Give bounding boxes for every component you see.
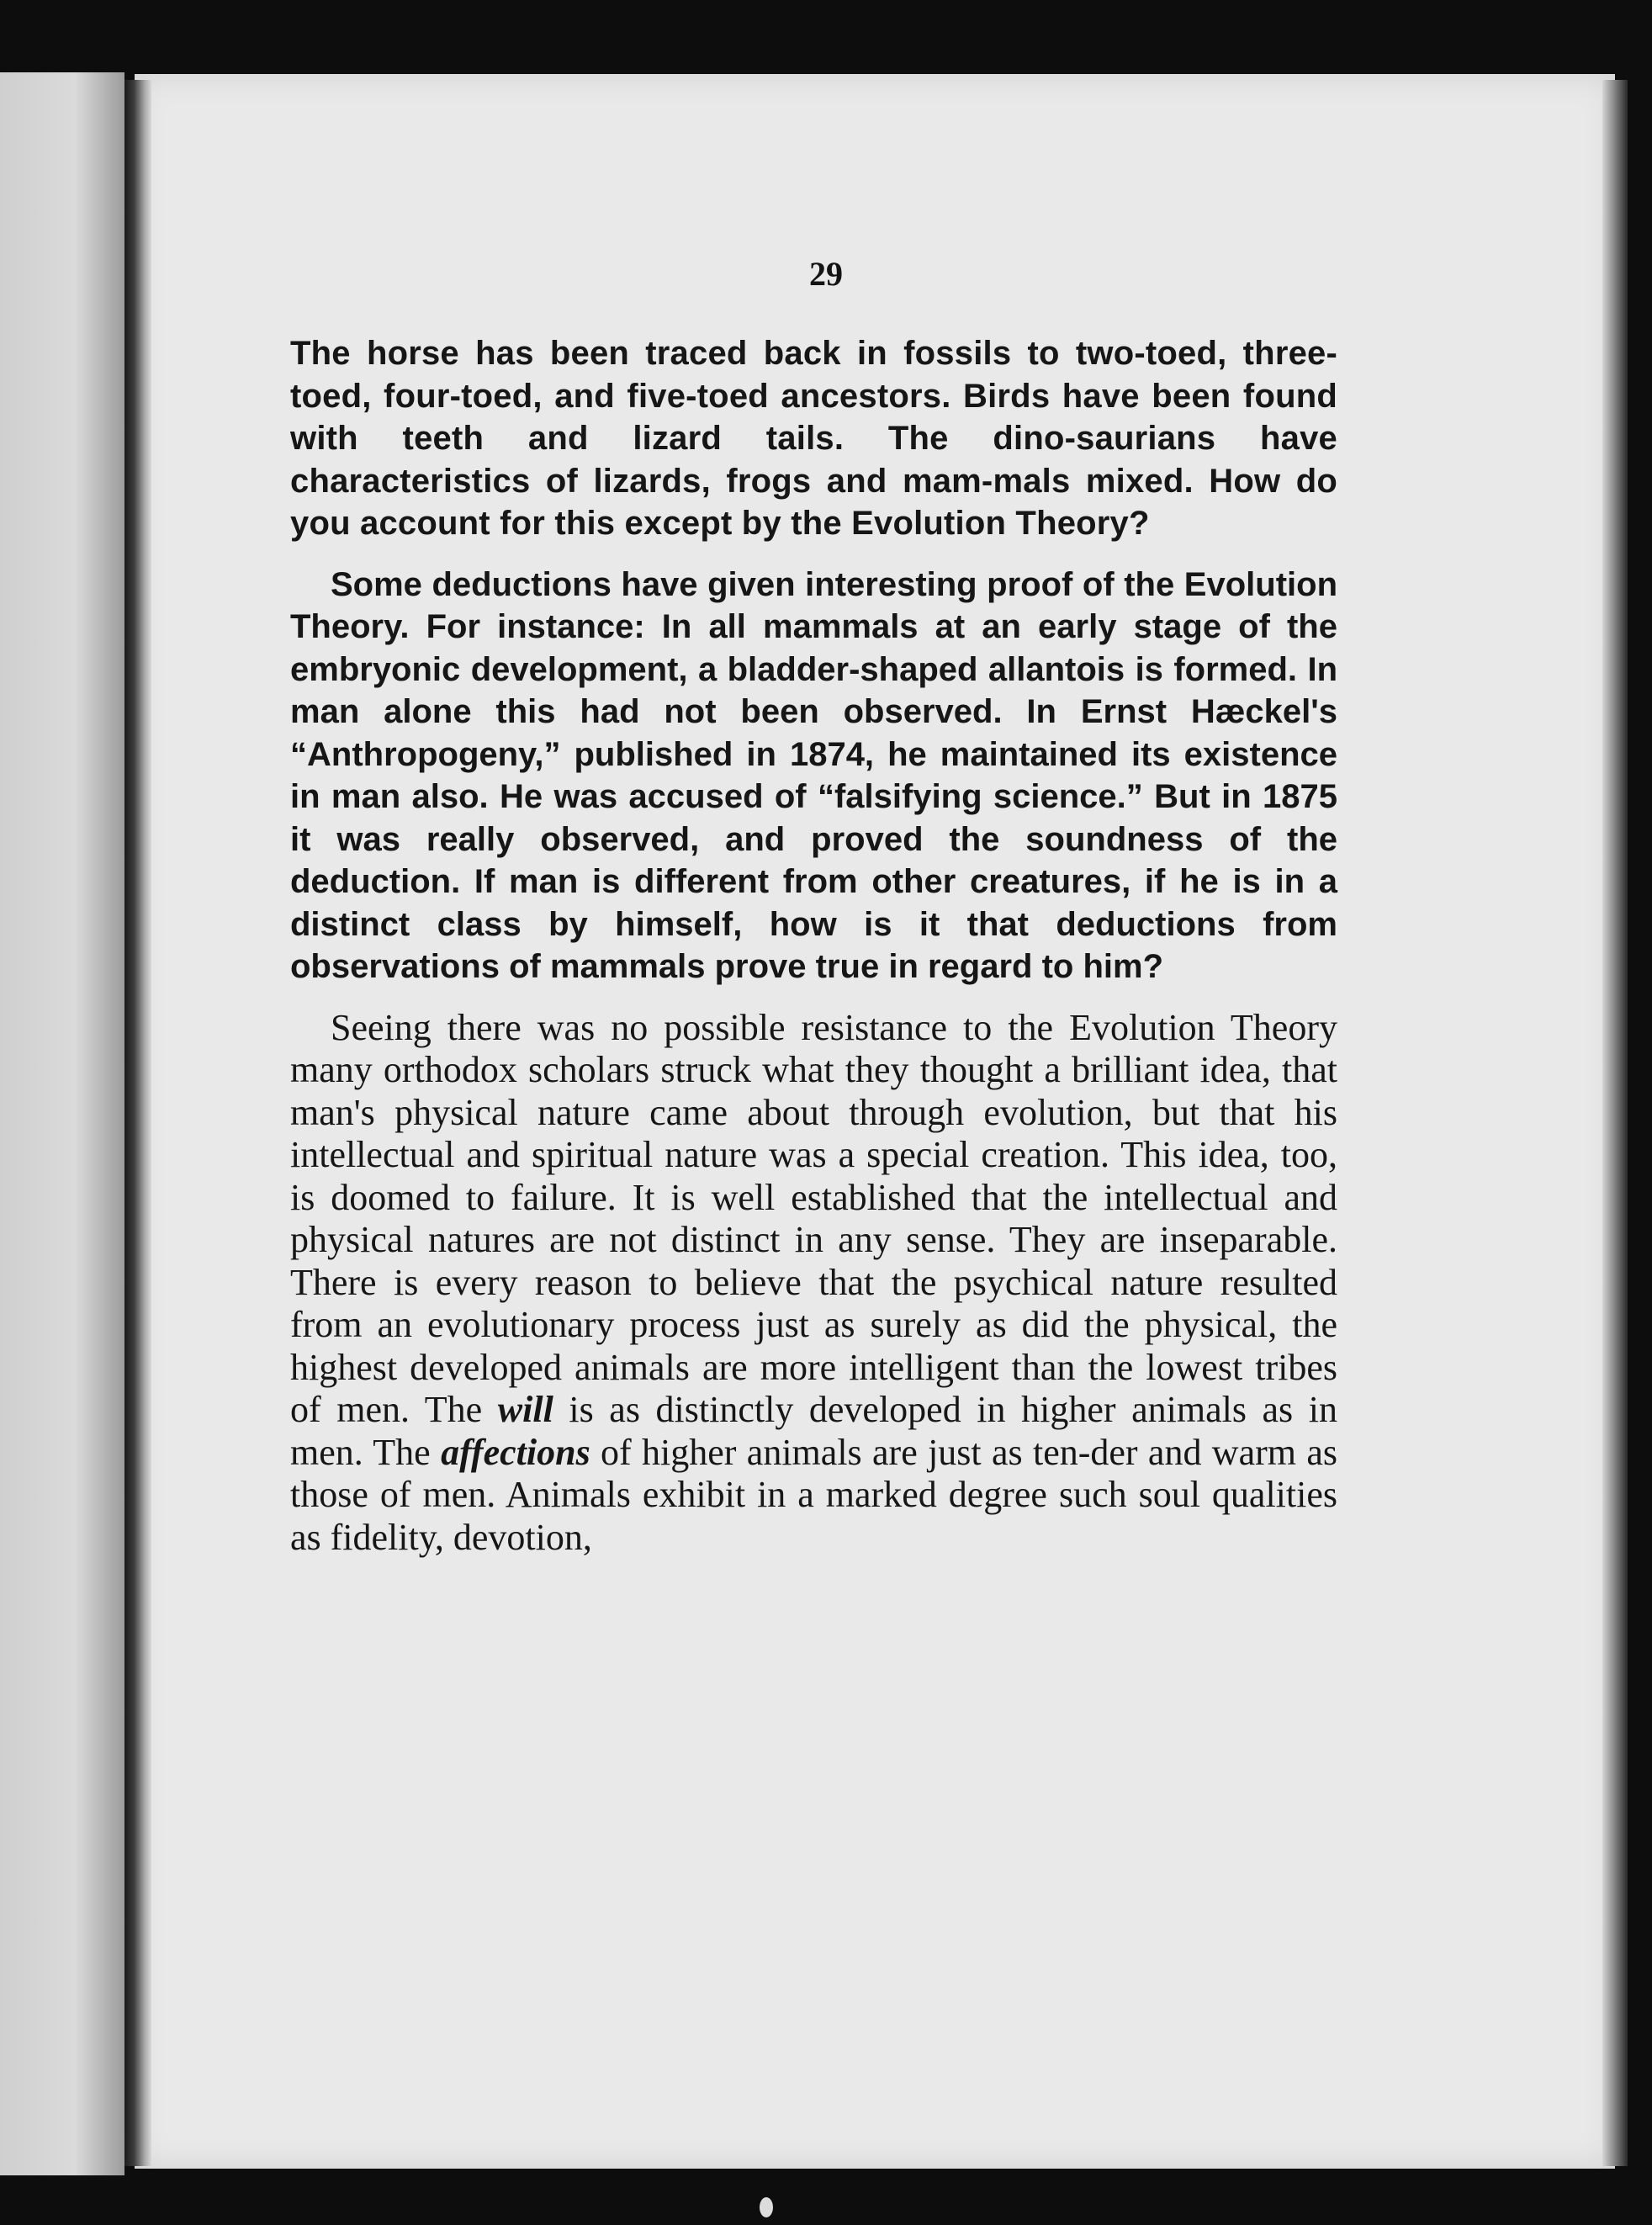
page-right-edge <box>1602 80 1628 2166</box>
paragraph-3-text-a: Seeing there was no possible resistance to the Evolution Theory many orthodox scholars struck what they thought a brilliant idea, that man's physical nature came about through evolution, but that his intellectual and spiritual nature was a special creation. This idea, too, is doomed to failure. It is well established that the intellectual and physical natures are not distinct in any sense. They are inseparable. There is every reason to believe that the psychical nature resulted from an evolutionary process just as surely as did the physical, the highest developed animals are more intelligent than the lowest tribes of men. The <box>290 1006 1337 1430</box>
paragraph-2: Some deductions have given interesting proof of the Evolution Theory. For instance: In all mammals at an early stage of the embryonic development, a bladder-shaped allantois is formed. In man alone this had not been observed. In Ernst Hæckel's “Anthropogeny,” published in 1874, he maintained its existence in man also. He was accused of “falsifying science.” But in 1875 it was really observed, and proved the soundness of the deduction. If man is different from other creatures, if he is in a distinct class by himself, how is it that deductions from observations of mammals prove true in regard to him? <box>290 565 1337 985</box>
scan-artifact <box>760 2197 773 2217</box>
paragraph-3-text-c: is as distinctly developed in higher animals as in men. The <box>290 1389 1337 1473</box>
emphasis-affections: affections <box>441 1431 590 1473</box>
paragraph-3 <box>290 1007 1337 1560</box>
emphasis-will: will <box>497 1389 553 1430</box>
paragraph-3-text-e: of higher animals are just as ten-der and warm as those of men. Animals exhibit in a marked degree such soul qualities as fidelity, devotion, <box>290 1431 1337 1558</box>
page-binding-shadow <box>124 80 151 2166</box>
paragraph-1: The horse has been traced back in fossils to two-toed, three-toed, four-toed, and five-toed ancestors. Birds have been found with teeth and lizard tails. The dino-saurians have characteristics of lizards, frogs and mam-mals mixed. How do you account for this except by the Evolution Theory? <box>290 335 1337 542</box>
page-number: 29 <box>809 255 843 293</box>
body-text <box>290 332 1337 1559</box>
adjacent-page-edge <box>0 72 124 2175</box>
